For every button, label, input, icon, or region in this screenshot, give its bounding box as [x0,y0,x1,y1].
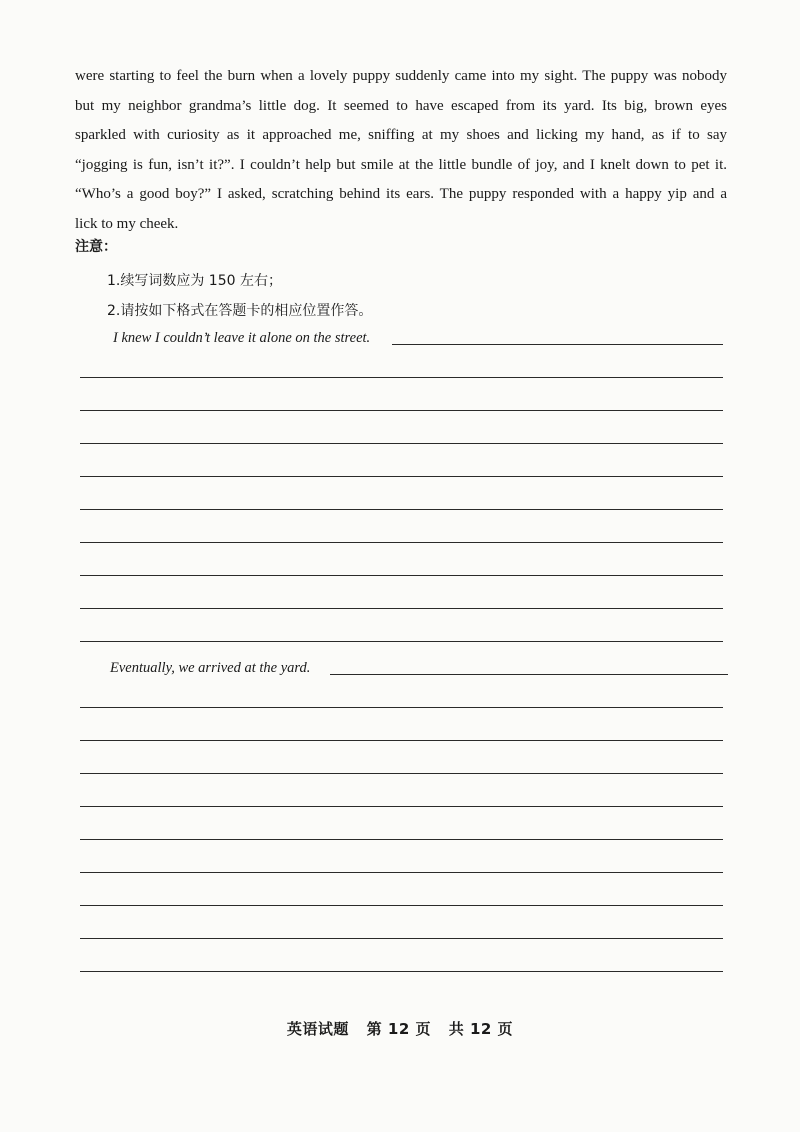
footer-total-pages: 共 12 页 [448,1020,514,1038]
writing-line[interactable] [392,344,723,345]
note-item-format: 2.请按如下格式在答题卡的相应位置作答。 [107,303,373,319]
note-item-word-count: 1.续写词数应为 150 左右； [107,273,282,289]
passage-line: sparkled with curiosity as it approached me, sniffing at my shoes and licking my hand, as if to say [75,127,727,143]
passage-line: “jogging is fun, isn’t it?”. I couldn’t help but smile at the little bundle of joy, and I knelt down to pet it. [75,156,727,173]
writing-line[interactable] [80,641,723,642]
passage-line: “Who’s a good boy?” I asked, scratching behind its ears. The puppy responded with a happy yip and a [75,186,727,202]
writing-line[interactable] [80,938,723,939]
story-passage [75,62,727,239]
footer-page-number: 第 12 页 [366,1020,431,1038]
passage-line: were starting to feel the burn when a lovely puppy suddenly came into my sight. The puppy was nobody [75,68,727,84]
page-footer [0,1018,800,1039]
paragraph-2-starter: Eventually, we arrived at the yard. [110,660,311,676]
passage-line: but my neighbor grandma’s little dog. It seemed to have escaped from its yard. Its big, brown eyes [75,97,727,114]
writing-line[interactable] [80,476,723,477]
writing-line[interactable] [80,773,723,774]
writing-line[interactable] [80,806,723,807]
writing-line[interactable] [80,443,723,444]
writing-line[interactable] [80,872,723,873]
writing-line[interactable] [80,608,723,609]
writing-line[interactable] [80,377,723,378]
footer-subject: 英语试题 [286,1020,349,1038]
writing-line[interactable] [80,509,723,510]
writing-line[interactable] [80,410,723,411]
writing-line[interactable] [80,740,723,741]
writing-line[interactable] [330,674,728,675]
paragraph-1-starter: I knew I couldn’t leave it alone on the street. [113,330,371,346]
writing-line[interactable] [80,707,723,708]
notes-title: 注意： [75,239,117,255]
writing-line[interactable] [80,839,723,840]
writing-line[interactable] [80,971,723,972]
writing-line[interactable] [80,542,723,543]
passage-line: lick to my cheek. [75,215,179,232]
writing-line[interactable] [80,905,723,906]
writing-line[interactable] [80,575,723,576]
